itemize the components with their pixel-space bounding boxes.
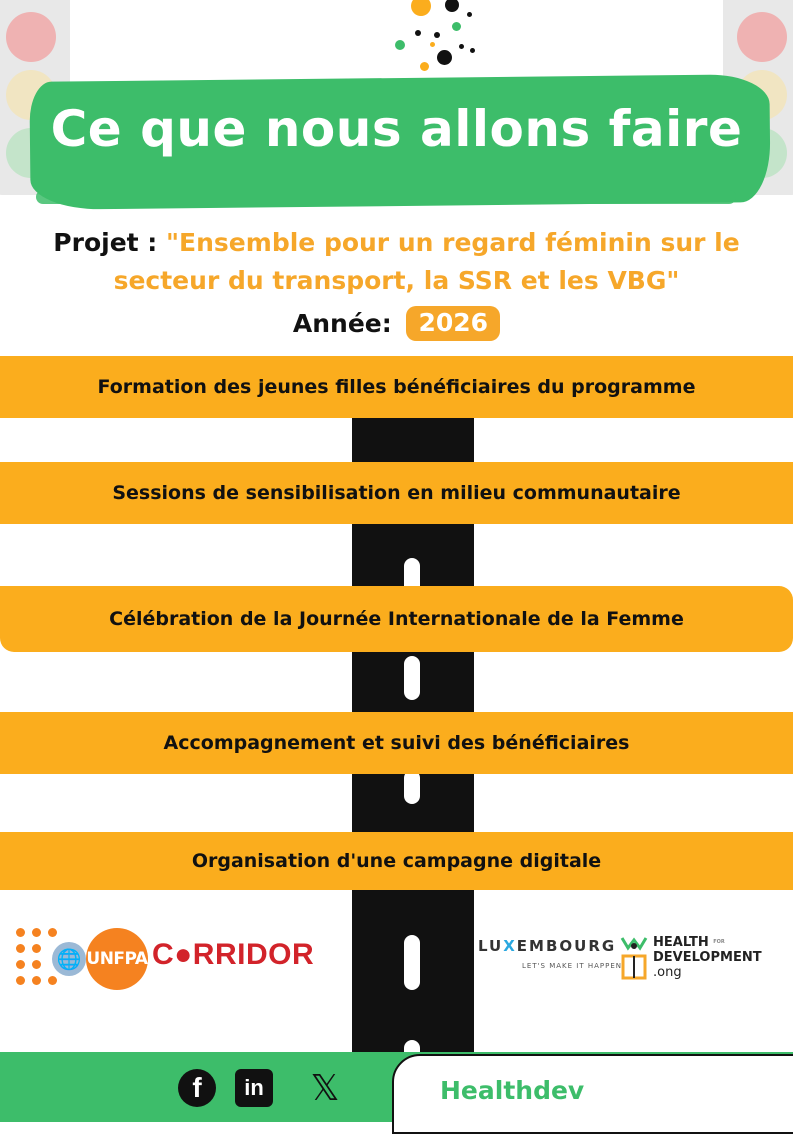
year-row xyxy=(0,306,793,341)
luxembourg-tagline: LET'S MAKE IT HAPPEN xyxy=(522,962,622,970)
x-twitter-icon[interactable]: 𝕏 xyxy=(310,1067,340,1109)
year-badge: 2026 xyxy=(406,306,500,341)
activity-text: Sessions de sensibilisation en milieu communautaire xyxy=(112,482,681,504)
year-label: Année: xyxy=(292,309,392,338)
activity-text: Formation des jeunes filles bénéficiaires du programme xyxy=(97,376,696,398)
activity-text: Accompagnement et suivi des bénéficiaires xyxy=(163,732,630,754)
red-lamp xyxy=(737,12,787,62)
activity-text: Célébration de la Journée Internationale de la Femme xyxy=(109,608,684,630)
page-title: Ce que nous allons faire xyxy=(50,100,743,158)
project-label: Projet : xyxy=(53,228,158,257)
health-development-emblem-icon xyxy=(620,934,648,980)
activity-banner-1 xyxy=(0,356,793,418)
activity-banner-2 xyxy=(0,462,793,524)
luxembourg-logo: LUXEMBOURG xyxy=(478,937,617,955)
red-lamp xyxy=(6,12,56,62)
health-development-logo: HEALTH FOR DEVELOPMENT .ong xyxy=(653,935,762,980)
activity-banner-4 xyxy=(0,712,793,774)
linkedin-icon[interactable]: in xyxy=(235,1069,273,1107)
activity-text: Organisation d'une campagne digitale xyxy=(191,850,602,872)
social-handle: Healthdev xyxy=(440,1076,585,1105)
activity-banner-3 xyxy=(0,586,793,652)
unfpa-logo: UNFPA xyxy=(86,928,148,990)
project-heading xyxy=(40,224,753,300)
project-name: "Ensemble pour un regard féminin sur le secteur du transport, la SSR et les VBG" xyxy=(113,228,740,295)
corridor-logo: C●RRIDOR xyxy=(152,938,315,971)
facebook-icon[interactable]: f xyxy=(178,1069,216,1107)
title-brush-tail xyxy=(36,190,736,204)
activity-banner-5 xyxy=(0,832,793,890)
un-emblem-icon: 🌐 xyxy=(52,942,86,976)
